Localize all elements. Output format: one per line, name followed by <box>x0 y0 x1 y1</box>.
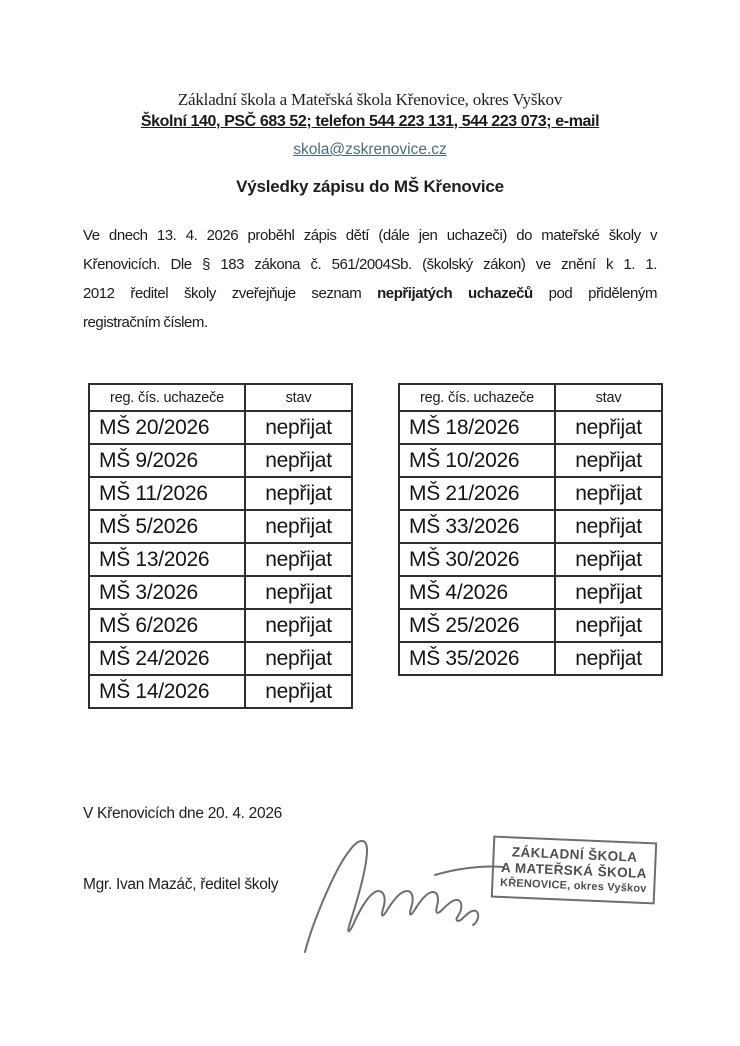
place-date-line: V Křenovicích dne 20. 4. 2026 <box>83 805 282 822</box>
status-cell: nepřijat <box>245 510 352 543</box>
table-row <box>399 477 662 510</box>
table-row <box>399 609 662 642</box>
reg-cell: MŠ 4/2026 <box>399 576 555 609</box>
reg-cell: MŠ 18/2026 <box>399 411 555 444</box>
paragraph-bold-text: nepřijatých uchazečů <box>377 285 533 302</box>
table-row <box>89 411 352 444</box>
results-table-left <box>88 383 353 709</box>
table-header-row <box>89 384 352 411</box>
reg-cell: MŠ 10/2026 <box>399 444 555 477</box>
email-line <box>0 141 740 159</box>
paragraph-text: pod přiděleným <box>532 285 657 302</box>
intro-paragraph <box>83 221 657 337</box>
paragraph-line: Křenovicích. Dle § 183 zákona č. 561/2004Sb. (školský zákon) ve znění k 1. 1. <box>83 256 657 273</box>
reg-cell: MŠ 25/2026 <box>399 609 555 642</box>
stamp-line: A MATEŘSKÁ ŠKOLA <box>500 860 648 882</box>
table-row <box>89 543 352 576</box>
table-row <box>399 642 662 675</box>
column-header-reg: reg. čís. uchazeče <box>89 384 245 411</box>
reg-cell: MŠ 33/2026 <box>399 510 555 543</box>
reg-cell: MŠ 3/2026 <box>89 576 245 609</box>
table-row <box>399 411 662 444</box>
reg-cell: MŠ 11/2026 <box>89 477 245 510</box>
status-cell: nepřijat <box>245 543 352 576</box>
column-header-stav: stav <box>555 384 662 411</box>
status-cell: nepřijat <box>245 609 352 642</box>
status-cell: nepřijat <box>245 477 352 510</box>
reg-cell: MŠ 35/2026 <box>399 642 555 675</box>
reg-cell: MŠ 20/2026 <box>89 411 245 444</box>
organization-name: Základní škola a Mateřská škola Křenovice, okres Vyškov <box>177 90 563 109</box>
status-cell: nepřijat <box>555 444 662 477</box>
reg-cell: MŠ 24/2026 <box>89 642 245 675</box>
table-row <box>89 609 352 642</box>
school-stamp <box>491 836 657 905</box>
table-row <box>399 444 662 477</box>
address-contact-line: Školní 140, PSČ 683 52; telefon 544 223 131, 544 223 073; e-mail <box>140 113 600 130</box>
email-link[interactable]: skola@zskrenovice.cz <box>293 141 447 158</box>
reg-cell: MŠ 21/2026 <box>399 477 555 510</box>
status-cell: nepřijat <box>555 543 662 576</box>
status-cell: nepřijat <box>555 510 662 543</box>
stamp-line: ZÁKLADNÍ ŠKOLA <box>511 844 638 865</box>
column-header-stav: stav <box>245 384 352 411</box>
table-row <box>399 576 662 609</box>
column-header-reg: reg. čís. uchazeče <box>399 384 555 411</box>
stamp-line: KŘENOVICE, okres Vyškov <box>499 876 647 895</box>
signature-handwriting-icon <box>290 828 515 966</box>
table-row <box>89 576 352 609</box>
table-row <box>399 510 662 543</box>
paragraph-line: registračním číslem. <box>83 314 208 331</box>
status-cell: nepřijat <box>245 411 352 444</box>
status-cell: nepřijat <box>555 477 662 510</box>
status-cell: nepřijat <box>555 411 662 444</box>
reg-cell: MŠ 6/2026 <box>89 609 245 642</box>
table-row <box>89 675 352 708</box>
reg-cell: MŠ 14/2026 <box>89 675 245 708</box>
table-row <box>89 477 352 510</box>
status-cell: nepřijat <box>245 642 352 675</box>
status-cell: nepřijat <box>555 642 662 675</box>
paragraph-line: Ve dnech 13. 4. 2026 proběhl zápis dětí (dále jen uchazeči) do mateřské školy v <box>83 227 657 244</box>
reg-cell: MŠ 9/2026 <box>89 444 245 477</box>
status-cell: nepřijat <box>555 609 662 642</box>
status-cell: nepřijat <box>245 576 352 609</box>
status-cell: nepřijat <box>245 675 352 708</box>
results-table-right <box>398 383 663 676</box>
paragraph-text: 2012 ředitel školy zveřejňuje seznam <box>83 285 378 302</box>
status-cell: nepřijat <box>245 444 352 477</box>
reg-cell: MŠ 30/2026 <box>399 543 555 576</box>
table-row <box>89 444 352 477</box>
table-row <box>89 510 352 543</box>
table-header-row <box>399 384 662 411</box>
table-row <box>89 642 352 675</box>
table-row <box>399 543 662 576</box>
reg-cell: MŠ 5/2026 <box>89 510 245 543</box>
signatory-line: Mgr. Ivan Mazáč, ředitel školy <box>83 876 279 893</box>
page-title: Výsledky zápisu do MŠ Křenovice <box>236 177 504 196</box>
paragraph-line <box>83 279 657 308</box>
status-cell: nepřijat <box>555 576 662 609</box>
reg-cell: MŠ 13/2026 <box>89 543 245 576</box>
